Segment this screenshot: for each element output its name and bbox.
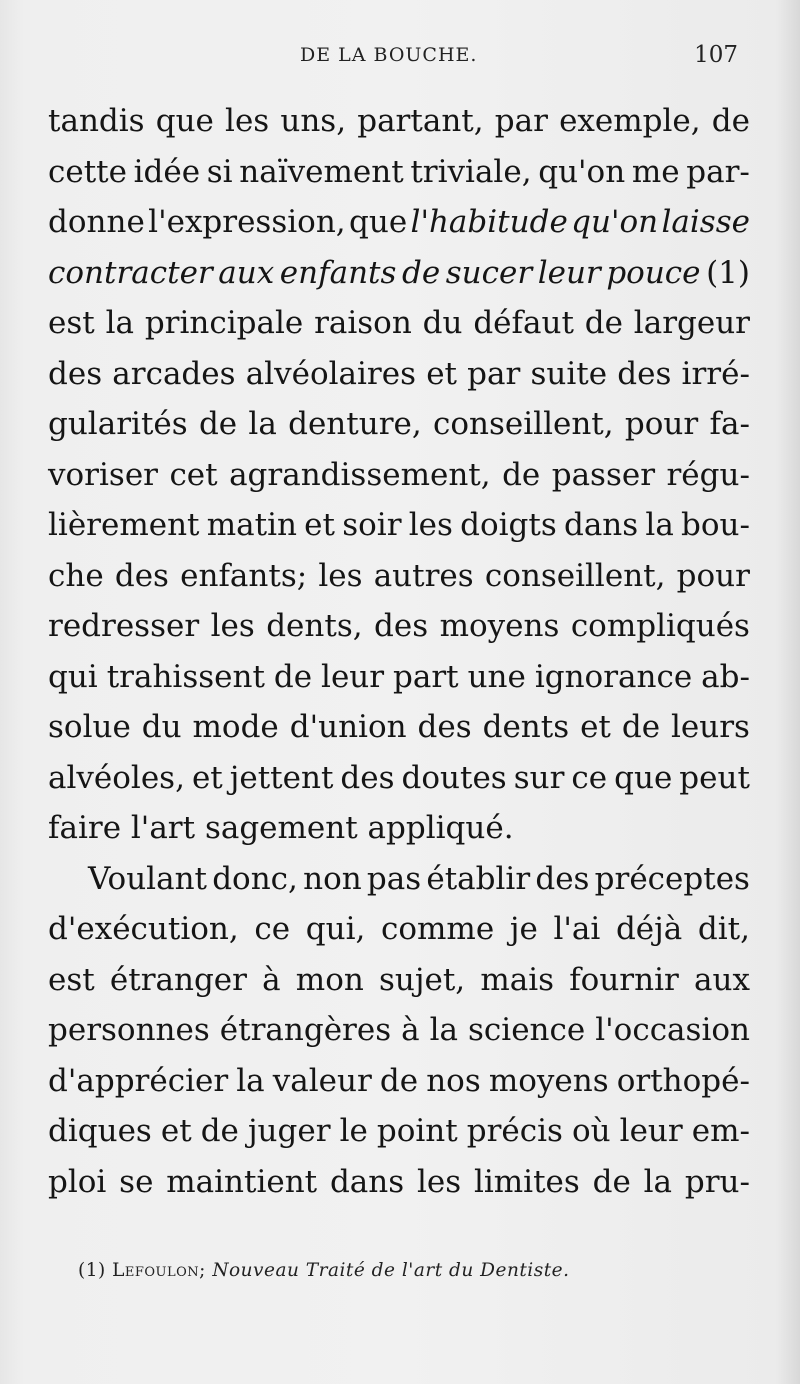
word: des: [114, 557, 169, 594]
word: étranger: [109, 961, 247, 998]
word: étrangères: [219, 1012, 392, 1048]
word: me: [631, 153, 680, 190]
word: la: [429, 1012, 459, 1048]
word: dit,: [697, 911, 750, 947]
word: orthopé-: [616, 1062, 750, 1099]
word: fa-: [709, 406, 750, 442]
word: moyens: [488, 1062, 609, 1099]
word: qu'on: [538, 153, 626, 190]
word: cette: [48, 153, 127, 190]
word: enfants: [279, 254, 397, 291]
word: maintient: [166, 1163, 318, 1200]
word: personnes: [48, 1012, 210, 1048]
word: donc,: [212, 860, 298, 897]
text-line: [48, 399, 750, 450]
word: uns,: [280, 103, 347, 139]
word: science: [468, 1012, 586, 1048]
word: ce: [254, 911, 291, 947]
word: comme: [381, 911, 495, 947]
word: le: [339, 1113, 368, 1149]
word: la: [236, 1062, 265, 1099]
word: enfants;: [180, 557, 308, 594]
word: aux: [694, 961, 750, 998]
word: régu-: [666, 456, 750, 493]
text-line: [48, 450, 750, 501]
text-line: [48, 500, 750, 551]
word: de: [273, 658, 313, 695]
text-line: [48, 349, 750, 400]
word: à: [401, 1012, 420, 1048]
word: sujet,: [379, 961, 466, 998]
word: dans: [329, 1163, 405, 1200]
word: gularités: [48, 406, 188, 442]
text-line: [48, 904, 750, 955]
word: l'habitude: [410, 204, 568, 240]
word: les: [210, 608, 255, 644]
word: si: [206, 153, 233, 190]
word: donne: [48, 204, 145, 240]
word: l'occasion: [595, 1012, 750, 1048]
word: bou-: [681, 507, 750, 543]
word: une: [467, 658, 526, 695]
word: est: [48, 305, 95, 341]
word: (1): [706, 254, 750, 291]
text-line: [48, 96, 750, 147]
word: à: [262, 961, 281, 998]
word: doutes: [401, 759, 507, 796]
word: que: [155, 103, 214, 139]
word: du: [422, 305, 463, 341]
word: que: [349, 204, 408, 240]
word: idée: [133, 153, 201, 190]
word: de: [200, 1113, 239, 1149]
word: naïvement: [239, 153, 404, 190]
word: leur: [537, 254, 601, 291]
word: point: [376, 1113, 458, 1149]
word: de: [401, 254, 441, 291]
word: pru-: [684, 1163, 750, 1200]
word: laisse: [661, 204, 750, 240]
text-line: [48, 298, 750, 349]
footnote-author: Lefoulon;: [112, 1260, 206, 1281]
word: ploi: [48, 1163, 107, 1200]
word: conseillent,: [484, 557, 666, 594]
word: de: [198, 406, 238, 442]
word: des: [48, 355, 103, 392]
word: est: [48, 961, 95, 998]
word: de: [621, 709, 661, 745]
word: des: [617, 355, 672, 392]
word: leurs: [671, 709, 750, 745]
word: de: [379, 1062, 419, 1099]
word: ignorance: [534, 658, 693, 695]
word: l'expression,: [148, 204, 346, 240]
word: leur: [619, 1113, 683, 1149]
word: des: [374, 608, 429, 644]
footnote-marker: (1): [78, 1260, 106, 1281]
word: alvéolaires: [245, 355, 417, 392]
word: limites: [473, 1163, 580, 1200]
word: la: [248, 406, 277, 442]
word: les: [416, 1163, 462, 1200]
word: largeur: [633, 305, 750, 341]
text-line: [48, 248, 750, 299]
word: par: [494, 103, 548, 139]
body-text: [48, 96, 750, 1207]
word: alvéoles,: [48, 759, 185, 796]
word: redresser: [48, 608, 200, 644]
word: solue: [48, 709, 131, 745]
text-line: [48, 1157, 750, 1208]
text-line: [48, 1005, 750, 1056]
footnote-title: Nouveau Traité de l'art du Dentiste.: [212, 1260, 570, 1281]
word: les: [408, 507, 453, 543]
word: dans: [563, 507, 639, 543]
word: sur: [513, 759, 565, 796]
word: établir: [426, 860, 531, 897]
word: de: [592, 1163, 631, 1200]
word: leur: [321, 658, 385, 695]
word: dents,: [266, 608, 363, 644]
word: pouce: [606, 254, 701, 291]
word: d'exécution,: [48, 911, 239, 947]
word: les: [318, 557, 363, 594]
word: partant,: [357, 103, 484, 139]
word: autres: [373, 557, 474, 594]
word: où: [571, 1113, 611, 1149]
word: mais: [480, 961, 555, 998]
word: tandis: [48, 103, 145, 139]
text-line: [48, 803, 750, 854]
text-line: [48, 551, 750, 602]
word: et: [580, 709, 611, 745]
word: ce: [571, 759, 608, 796]
word: des: [535, 860, 590, 897]
word: de: [502, 456, 541, 493]
word: triviale,: [410, 153, 532, 190]
word: fournir: [569, 961, 679, 998]
word: se: [119, 1163, 154, 1200]
word: ab-: [701, 658, 750, 695]
word: d'apprécier: [48, 1062, 229, 1099]
word: exemple,: [559, 103, 701, 139]
word: mode: [192, 709, 279, 745]
word: mon: [295, 961, 364, 998]
word: contracter: [48, 254, 213, 291]
word: défaut: [473, 305, 574, 341]
word: de: [584, 305, 623, 341]
word: irré-: [681, 355, 750, 392]
word: passer: [551, 456, 656, 493]
word: faire l'art sagement appliqué.: [48, 810, 514, 846]
word: la: [105, 305, 134, 341]
word: non: [303, 860, 362, 897]
text-line: [48, 147, 750, 198]
word: compliqués: [570, 608, 750, 644]
word: jettent: [229, 759, 334, 796]
word: des: [417, 709, 472, 745]
word: peut: [679, 759, 750, 796]
text-line: [48, 652, 750, 703]
word: conseillent,: [433, 406, 614, 442]
word: dents: [482, 709, 570, 745]
word: arcades: [112, 355, 236, 392]
word: lièrement: [48, 507, 200, 543]
word: et: [191, 759, 223, 796]
word: doigts: [460, 507, 557, 543]
word: l'ai: [553, 911, 601, 947]
footnote: [78, 1260, 758, 1281]
word: sucer: [445, 254, 533, 291]
word: et: [304, 507, 335, 543]
text-line: [48, 1106, 750, 1157]
text-line: [48, 702, 750, 753]
word: nos: [426, 1062, 481, 1099]
word: soir: [342, 507, 402, 543]
word: pour: [624, 406, 699, 442]
word: agrandissement,: [229, 456, 491, 493]
word: qui: [48, 658, 98, 695]
word: pas: [366, 860, 422, 897]
running-head: DE LA BOUCHE.: [300, 44, 478, 66]
word: principale: [144, 305, 304, 341]
word: d'union: [289, 709, 407, 745]
word: diques: [48, 1113, 152, 1149]
word: matin: [206, 507, 297, 543]
word: cet: [169, 456, 218, 493]
text-line: [48, 601, 750, 652]
word: qui,: [305, 911, 366, 947]
word: des: [340, 759, 395, 796]
word: em-: [691, 1113, 750, 1149]
word: juger: [247, 1113, 331, 1149]
word: pour: [676, 557, 750, 594]
word: moyens: [439, 608, 560, 644]
word: che: [48, 557, 104, 594]
word: valeur: [272, 1062, 372, 1099]
word: que: [614, 759, 673, 796]
word: part: [393, 658, 459, 695]
text-line: [48, 1056, 750, 1107]
word: précis: [466, 1113, 563, 1149]
word: les: [225, 103, 270, 139]
word: préceptes: [594, 860, 750, 897]
word: aux: [218, 254, 275, 291]
word: et: [426, 355, 457, 392]
word: raison: [314, 305, 412, 341]
word: du: [141, 709, 182, 745]
word: Voulant: [88, 860, 207, 897]
word: de: [711, 103, 750, 139]
word: la: [645, 507, 674, 543]
word: la: [643, 1163, 673, 1200]
word: par-: [686, 153, 750, 190]
word: voriser: [48, 456, 158, 493]
word: et: [160, 1113, 192, 1149]
word: suite: [530, 355, 608, 392]
word: par: [467, 355, 521, 392]
text-line: [48, 197, 750, 248]
word: denture,: [288, 406, 422, 442]
page-header: [0, 44, 800, 74]
text-line: [48, 854, 750, 905]
word: qu'on: [571, 204, 659, 240]
text-line: [48, 753, 750, 804]
word: je: [509, 911, 538, 947]
word: trahissent: [106, 658, 265, 695]
page-number: 107: [694, 42, 738, 68]
word: déjà: [615, 911, 683, 947]
text-line: [48, 955, 750, 1006]
